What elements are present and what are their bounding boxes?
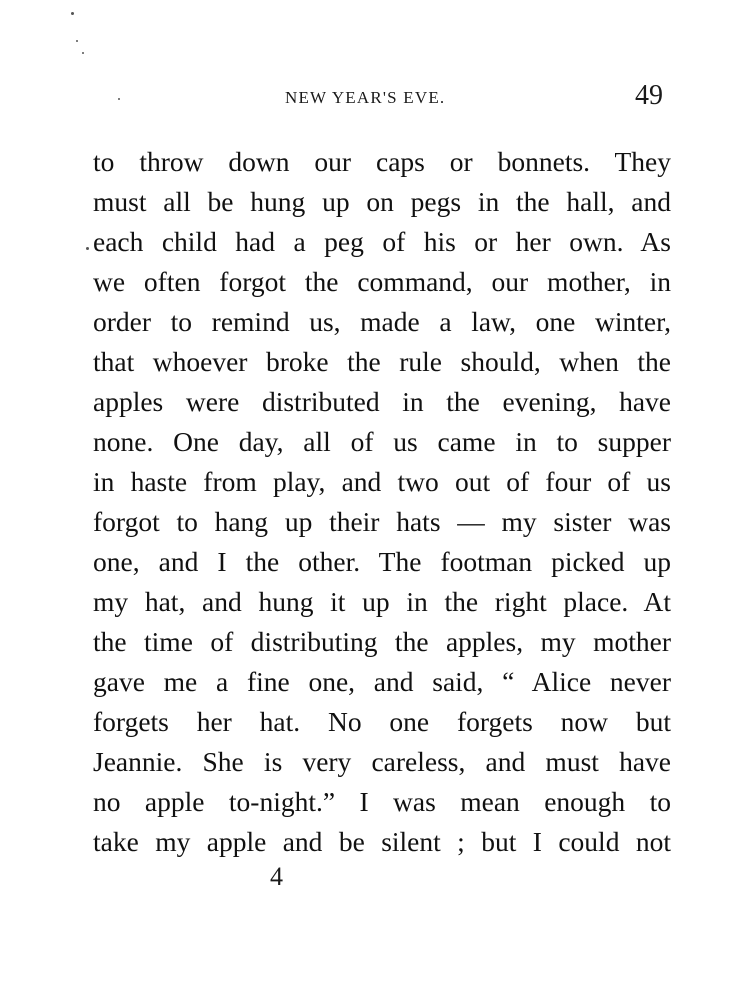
text-line: forgets her hat. No one forgets now but — [93, 706, 671, 737]
text-line: to throw down our caps or bonnets. They — [93, 146, 671, 177]
signature-mark: 4 — [270, 862, 283, 891]
text-line: take my apple and be silent ; but I could not — [93, 826, 671, 857]
text-line: no apple to-night.” I was mean enough to — [93, 786, 671, 817]
text-line: in haste from play, and two out of four of us — [93, 466, 671, 497]
page-number: 49 — [635, 80, 663, 111]
text-line: apples were distributed in the evening, have — [93, 386, 671, 417]
body-text — [93, 142, 671, 862]
print-speck — [86, 247, 89, 250]
text-line: forgot to hang up their hats — my sister was — [93, 506, 671, 537]
text-line: the time of distributing the apples, my mother — [93, 626, 671, 657]
print-speck — [82, 52, 84, 54]
text-line: one, and I the other. The footman picked up — [93, 546, 671, 577]
text-line: order to remind us, made a law, one winter, — [93, 306, 671, 337]
text-line: none. One day, all of us came in to supper — [93, 426, 671, 457]
text-line: each child had a peg of his or her own. As — [93, 226, 671, 257]
print-speck — [118, 98, 120, 100]
text-line: my hat, and hung it up in the right place. At — [93, 586, 671, 617]
text-line: must all be hung up on pegs in the hall, and — [93, 186, 671, 217]
text-line: gave me a fine one, and said, “ Alice never — [93, 666, 671, 697]
text-line: that whoever broke the rule should, when the — [93, 346, 671, 377]
print-speck — [71, 12, 74, 15]
print-speck — [76, 40, 78, 42]
text-line: we often forgot the command, our mother, in — [93, 266, 671, 297]
running-head: NEW YEAR'S EVE. — [285, 88, 446, 107]
text-line: Jeannie. She is very careless, and must have — [93, 746, 671, 777]
